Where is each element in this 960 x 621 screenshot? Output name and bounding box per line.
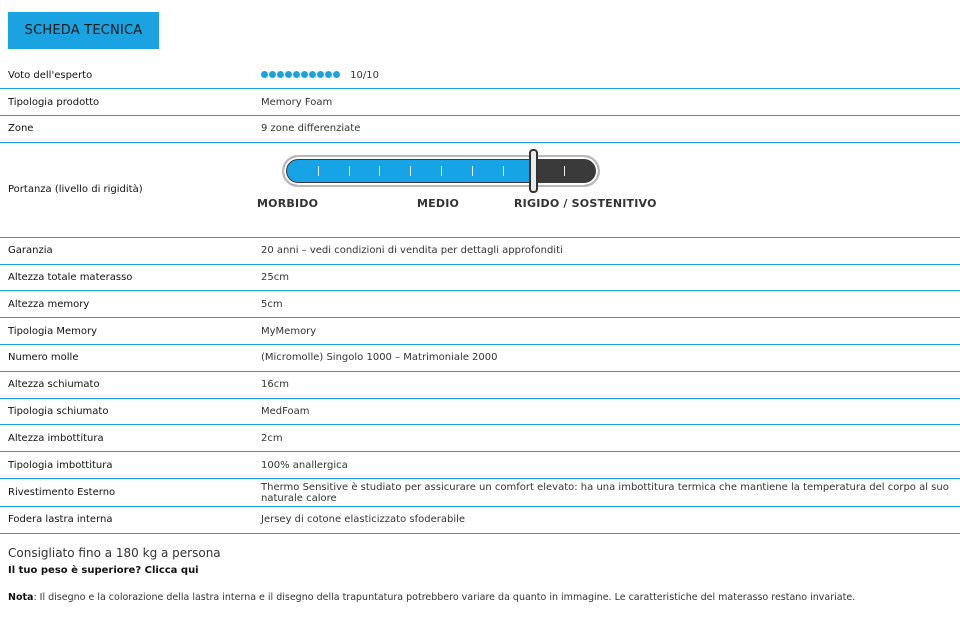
row-label: Voto dell'esperto [0, 62, 253, 89]
row-value: MedFoam [253, 398, 960, 425]
note-text: : Il disegno e la colorazione della lastra interna e il disegno della trapuntatura potrebbero variare da quanto in immagine. Le caratteristiche del materasso restano invariate. [33, 592, 856, 603]
row-label: Tipologia imbottitura [0, 452, 253, 479]
rating-dot [293, 71, 300, 78]
gauge-label-medium: MEDIO [417, 196, 460, 210]
rating-dot [301, 71, 308, 78]
gauge-tick [379, 166, 380, 176]
row-value: 2cm [253, 425, 960, 452]
table-row [0, 291, 960, 318]
table-row [0, 142, 960, 237]
row-value: 16cm [253, 371, 960, 398]
rating-dot [333, 71, 340, 78]
row-value: Thermo Sensitive è studiato per assicurare un comfort elevato: ha una imbottitura termica che mantiene la temperatura del corpo al suo naturale calore [253, 479, 960, 507]
row-value: MyMemory [253, 318, 960, 345]
rating-dot [261, 71, 268, 78]
gauge-tick [503, 166, 504, 176]
gauge-tick [318, 166, 319, 176]
table-row [0, 479, 960, 507]
gauge-label-firm: RIGIDO / SOSTENITIVO [514, 196, 657, 210]
gauge-handle [529, 149, 538, 193]
row-label: Garanzia [0, 237, 253, 264]
rating-dots [261, 71, 340, 78]
rating-dot [269, 71, 276, 78]
row-value: (Micromolle) Singolo 1000 – Matrimoniale 2000 [253, 345, 960, 372]
footer-notes [8, 546, 948, 603]
rating-cell [253, 62, 960, 89]
table-row [0, 507, 960, 534]
gauge-tick [472, 166, 473, 176]
row-label: Tipologia prodotto [0, 89, 253, 116]
row-label: Altezza schiumato [0, 371, 253, 398]
note-label: Nota [8, 592, 34, 603]
row-value: 25cm [253, 264, 960, 291]
rating-dot [317, 71, 324, 78]
row-value: 9 zone differenziate [253, 116, 960, 143]
row-label: Zone [0, 116, 253, 143]
table-row [0, 371, 960, 398]
row-label: Altezza imbottitura [0, 425, 253, 452]
table-row [0, 425, 960, 452]
row-label: Tipologia Memory [0, 318, 253, 345]
weight-recommendation: Consigliato fino a 180 kg a persona [8, 546, 221, 560]
scheda-tecnica-tab[interactable]: SCHEDA TECNICA [8, 12, 159, 49]
row-label: Numero molle [0, 345, 253, 372]
table-row [0, 452, 960, 479]
rating-dot [285, 71, 292, 78]
row-label: Tipologia schiumato [0, 398, 253, 425]
table-row [0, 89, 960, 116]
rating-dot [309, 71, 316, 78]
row-label: Rivestimento Esterno [0, 479, 253, 507]
gauge-tick [564, 166, 565, 176]
table-row [0, 398, 960, 425]
gauge-label-soft: MORBIDO [257, 196, 319, 210]
rating-dot [325, 71, 332, 78]
table-row [0, 318, 960, 345]
rating-value: 10/10 [350, 69, 380, 81]
firmness-gauge [257, 143, 677, 237]
row-value: Jersey di cotone elasticizzato sfoderabile [253, 507, 960, 534]
gauge-tick [349, 166, 350, 176]
rating-dot [277, 71, 284, 78]
weight-cta-link[interactable]: Il tuo peso è superiore? Clicca qui [8, 565, 199, 576]
table-row [0, 264, 960, 291]
row-label: Altezza totale materasso [0, 264, 253, 291]
row-value: 100% anallergica [253, 452, 960, 479]
specs-table [0, 62, 960, 534]
table-row [0, 116, 960, 143]
row-label: Portanza (livello di rigidità) [0, 142, 253, 237]
gauge-track [282, 155, 600, 187]
disclaimer-note [8, 592, 948, 603]
firmness-cell [253, 142, 960, 237]
table-row [0, 62, 960, 89]
table-row [0, 237, 960, 264]
row-value: 5cm [253, 291, 960, 318]
row-label: Altezza memory [0, 291, 253, 318]
row-value: 20 anni – vedi condizioni di vendita per dettagli approfonditi [253, 237, 960, 264]
table-row [0, 345, 960, 372]
row-value: Memory Foam [253, 89, 960, 116]
gauge-tick [441, 166, 442, 176]
row-label: Fodera lastra interna [0, 507, 253, 534]
gauge-tick [410, 166, 411, 176]
